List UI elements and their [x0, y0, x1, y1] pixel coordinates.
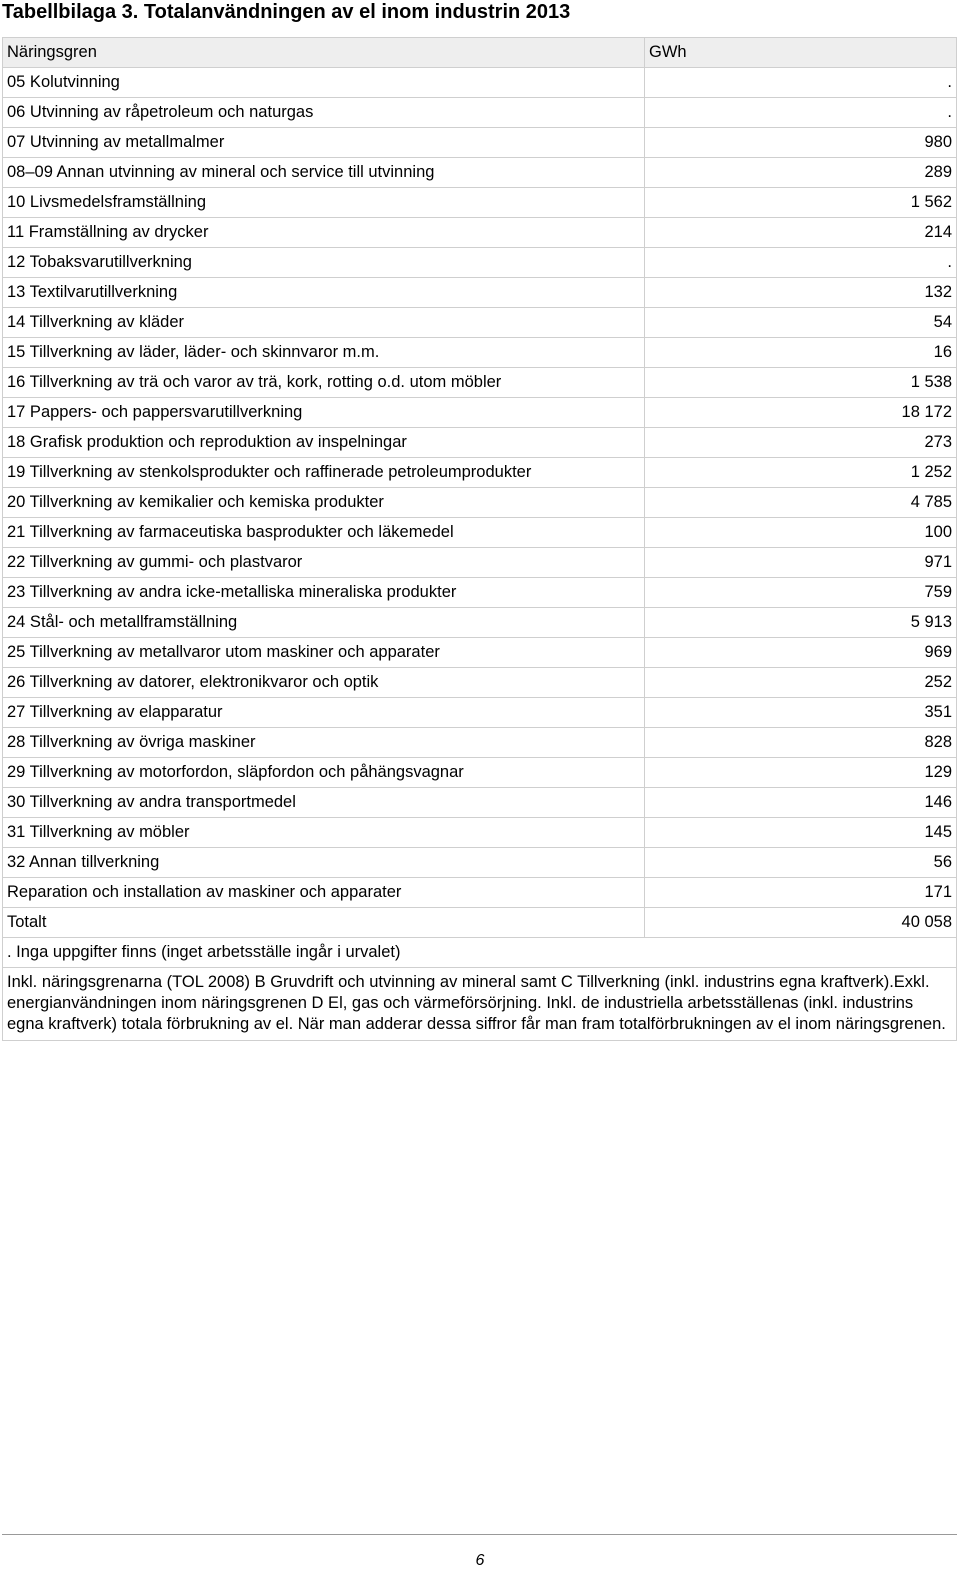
row-label: 19 Tillverkning av stenkolsprodukter och raffinerade petroleumprodukter: [3, 458, 645, 488]
row-label: 22 Tillverkning av gummi- och plastvaror: [3, 548, 645, 578]
footnote-text: Inkl. näringsgrenarna (TOL 2008) B Gruvdrift och utvinning av mineral samt C Tillverkning (inkl. industrins egna kraftverk).Exkl. energianvändningen inom näringsgrenen D El, gas och värmeförsörjning. Inkl. de industriella arbetsställenas (inkl. industrins egna kraftverk) totala förbrukning av el. När man adderar dessa siffror får man fram totalförbrukningen av el inom näringsgrenen.: [3, 968, 957, 1041]
row-value: 969: [645, 638, 957, 668]
row-value: 54: [645, 308, 957, 338]
table-row: [3, 518, 957, 548]
table-row: [3, 338, 957, 368]
row-value: 289: [645, 158, 957, 188]
row-value: 18 172: [645, 398, 957, 428]
row-value: 145: [645, 818, 957, 848]
row-label: 10 Livsmedelsframställning: [3, 188, 645, 218]
row-value: 171: [645, 878, 957, 908]
row-label: 12 Tobaksvarutillverkning: [3, 248, 645, 278]
row-label: 15 Tillverkning av läder, läder- och skinnvaror m.m.: [3, 338, 645, 368]
row-label: 08–09 Annan utvinning av mineral och service till utvinning: [3, 158, 645, 188]
row-value: 971: [645, 548, 957, 578]
row-value: 146: [645, 788, 957, 818]
table-row: [3, 728, 957, 758]
table-row: [3, 668, 957, 698]
row-label: Reparation och installation av maskiner och apparater: [3, 878, 645, 908]
row-label: 25 Tillverkning av metallvaror utom maskiner och apparater: [3, 638, 645, 668]
table-row: [3, 428, 957, 458]
row-label: 07 Utvinning av metallmalmer: [3, 128, 645, 158]
row-label: 24 Stål- och metallframställning: [3, 608, 645, 638]
row-label: 11 Framställning av drycker: [3, 218, 645, 248]
footnote-row: [3, 968, 957, 1041]
row-value: 214: [645, 218, 957, 248]
row-label: 27 Tillverkning av elapparatur: [3, 698, 645, 728]
table-row: [3, 548, 957, 578]
row-value: 1 252: [645, 458, 957, 488]
table-row: [3, 578, 957, 608]
page-title: Tabellbilaga 3. Totalanvändningen av el inom industrin 2013: [2, 1, 571, 23]
row-value: 129: [645, 758, 957, 788]
row-value: 100: [645, 518, 957, 548]
table-row: [3, 398, 957, 428]
table-row: [3, 488, 957, 518]
legend-row: [3, 938, 957, 968]
row-label: Totalt: [3, 908, 645, 938]
row-label: 14 Tillverkning av kläder: [3, 308, 645, 338]
table-row: [3, 818, 957, 848]
column-header-unit: GWh: [645, 38, 957, 68]
row-label: 20 Tillverkning av kemikalier och kemiska produkter: [3, 488, 645, 518]
row-value: 40 058: [645, 908, 957, 938]
row-value: .: [645, 98, 957, 128]
row-value: 4 785: [645, 488, 957, 518]
row-label: 06 Utvinning av råpetroleum och naturgas: [3, 98, 645, 128]
page-number: 6: [475, 1552, 485, 1569]
row-value: 16: [645, 338, 957, 368]
table-row: [3, 98, 957, 128]
table-row: [3, 698, 957, 728]
data-table: [2, 37, 957, 1041]
table-row: [3, 788, 957, 818]
table-row: [3, 158, 957, 188]
table-row: [3, 368, 957, 398]
table-header-row: [3, 38, 957, 68]
row-label: 30 Tillverkning av andra transportmedel: [3, 788, 645, 818]
row-label: 18 Grafisk produktion och reproduktion av inspelningar: [3, 428, 645, 458]
row-value: .: [645, 68, 957, 98]
table-row: [3, 218, 957, 248]
row-label: 32 Annan tillverkning: [3, 848, 645, 878]
table-row: [3, 308, 957, 338]
row-value: 252: [645, 668, 957, 698]
table-row: [3, 878, 957, 908]
row-value: 1 538: [645, 368, 957, 398]
table-row: [3, 128, 957, 158]
row-label: 13 Textilvarutillverkning: [3, 278, 645, 308]
table-row: [3, 908, 957, 938]
table-row: [3, 278, 957, 308]
table-row: [3, 758, 957, 788]
row-label: 17 Pappers- och pappersvarutillverkning: [3, 398, 645, 428]
table-row: [3, 458, 957, 488]
row-label: 21 Tillverkning av farmaceutiska basprodukter och läkemedel: [3, 518, 645, 548]
row-value: 56: [645, 848, 957, 878]
row-value: 5 913: [645, 608, 957, 638]
table-row: [3, 68, 957, 98]
row-value: 132: [645, 278, 957, 308]
column-header-industry: Näringsgren: [3, 38, 645, 68]
row-label: 29 Tillverkning av motorfordon, släpfordon och påhängsvagnar: [3, 758, 645, 788]
table-row: [3, 188, 957, 218]
row-value: 828: [645, 728, 957, 758]
footer-divider: [2, 1534, 957, 1535]
row-label: 31 Tillverkning av möbler: [3, 818, 645, 848]
table-row: [3, 848, 957, 878]
legend-note: . Inga uppgifter finns (inget arbetsställe ingår i urvalet): [3, 938, 957, 968]
row-value: 351: [645, 698, 957, 728]
row-value: 980: [645, 128, 957, 158]
row-value: 1 562: [645, 188, 957, 218]
table-row: [3, 638, 957, 668]
row-label: 28 Tillverkning av övriga maskiner: [3, 728, 645, 758]
row-value: .: [645, 248, 957, 278]
row-label: 26 Tillverkning av datorer, elektronikvaror och optik: [3, 668, 645, 698]
row-value: 759: [645, 578, 957, 608]
row-value: 273: [645, 428, 957, 458]
row-label: 23 Tillverkning av andra icke-metalliska mineraliska produkter: [3, 578, 645, 608]
row-label: 16 Tillverkning av trä och varor av trä, kork, rotting o.d. utom möbler: [3, 368, 645, 398]
table-row: [3, 248, 957, 278]
row-label: 05 Kolutvinning: [3, 68, 645, 98]
table-row: [3, 608, 957, 638]
